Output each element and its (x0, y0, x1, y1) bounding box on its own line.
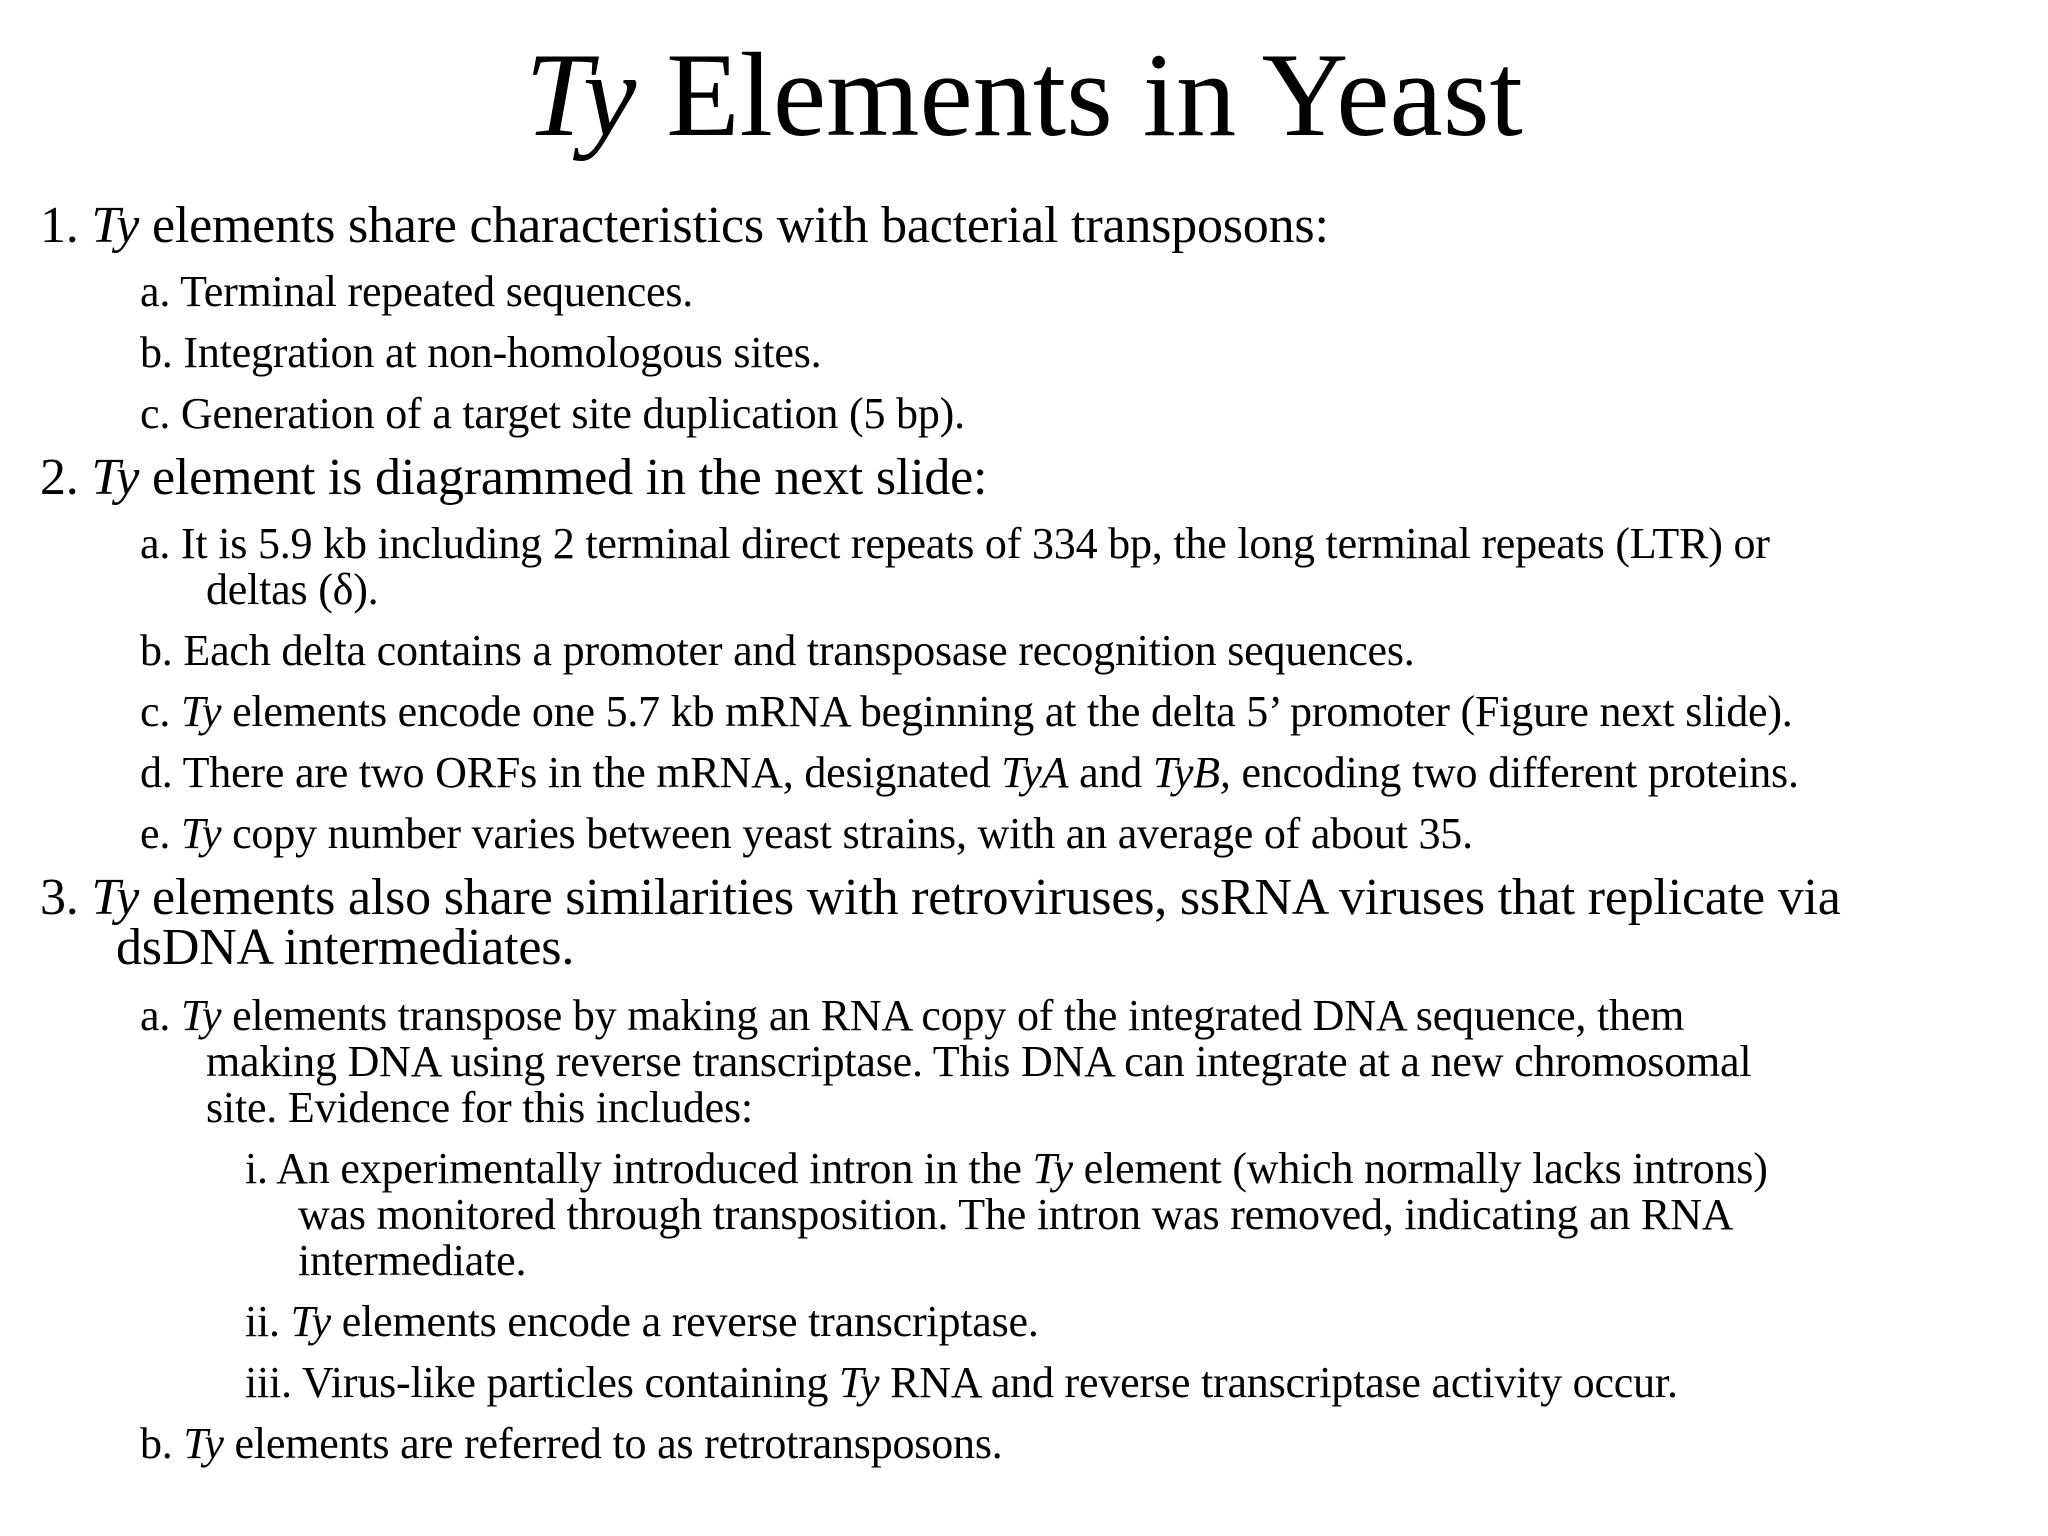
item-2e (140, 810, 1473, 858)
text-span: elements transpose by making an RNA copy of the integrated DNA sequence, them (221, 991, 1685, 1040)
text-span: and (1068, 748, 1153, 797)
italic-span: TyB, (1152, 748, 1231, 797)
text-span: d. There are two ORFs in the mRNA, designated (140, 748, 1002, 797)
text-span: elements encode a reverse transcriptase. (331, 1297, 1039, 1346)
item-text: element is diagrammed in the next slide: (139, 449, 988, 506)
item-3a-cont2: site. Evidence for this includes: (206, 1083, 753, 1132)
text-span: elements are referred to as retrotransposons. (223, 1419, 1003, 1468)
text-span: b. (140, 1419, 184, 1468)
item-marker: 1. (40, 197, 92, 254)
item-1c: c. Generation of a target site duplication (5 bp). (140, 389, 965, 438)
item-3 (40, 870, 1841, 926)
item-text: elements share characteristics with bacterial transposons: (139, 197, 1329, 254)
italic-span: TyA (1001, 748, 1069, 797)
item-text: elements also share similarities with retroviruses, ssRNA viruses that replicate via (139, 869, 1841, 926)
item-1a: a. Terminal repeated sequences. (140, 267, 694, 316)
item-2a-cont: deltas (δ). (206, 565, 379, 614)
text-span: e. (140, 809, 181, 858)
text-span: i. An experimentally introduced intron in the (245, 1144, 1033, 1193)
item-3a-i (245, 1145, 1768, 1193)
item-2a: a. It is 5.9 kb including 2 terminal direct repeats of 334 bp, the long terminal repeats (LTR) or (140, 519, 1770, 568)
item-3a-i-cont2: intermediate. (298, 1236, 527, 1285)
italic-span: Ty (180, 687, 222, 736)
item-1 (40, 198, 1329, 254)
italic-span: Ty (183, 1419, 224, 1468)
item-2d (140, 749, 1799, 797)
item-3a-cont1: making DNA using reverse transcriptase. This DNA can integrate at a new chromosomal (206, 1037, 1752, 1086)
italic-span: Ty (1032, 1144, 1073, 1193)
item-2c (140, 688, 1793, 736)
title-text: Elements in Yeast (636, 28, 1523, 161)
item-1b: b. Integration at non-homologous sites. (140, 328, 822, 377)
italic-span: Ty (839, 1358, 880, 1407)
item-3-cont: dsDNA intermediates. (116, 919, 575, 976)
text-span: element (which normally lacks introns) (1072, 1144, 1768, 1193)
item-3a-iii (245, 1359, 1678, 1407)
item-3a-ii (245, 1298, 1039, 1346)
text-span: iii. Virus-like particles containing (245, 1358, 840, 1407)
italic-span: Ty (180, 809, 222, 858)
text-span: elements encode one 5.7 kb mRNA beginning at the delta 5’ promoter (Figure next slide). (221, 687, 1793, 736)
text-span: c. (140, 687, 181, 736)
item-marker: 2. (40, 449, 92, 506)
title-italic: Ty (525, 28, 637, 161)
italic-span: Ty (180, 991, 222, 1040)
item-2 (40, 450, 987, 506)
text-span: copy number varies between yeast strains, with an average of about 35. (221, 809, 1473, 858)
slide-title (0, 30, 2048, 160)
text-span: encoding two different proteins. (1230, 748, 1799, 797)
text-span: ii. (245, 1297, 291, 1346)
item-italic: Ty (91, 449, 140, 506)
italic-span: Ty (290, 1297, 331, 1346)
item-2b: b. Each delta contains a promoter and transposase recognition sequences. (140, 626, 1415, 675)
item-3a-i-cont1: was monitored through transposition. The intron was removed, indicating an RNA (298, 1190, 1734, 1239)
item-italic: Ty (91, 197, 140, 254)
item-3b (140, 1420, 1003, 1468)
item-italic: Ty (91, 869, 140, 926)
item-marker: 3. (40, 869, 92, 926)
text-span: RNA and reverse transcriptase activity occur. (879, 1358, 1678, 1407)
text-span: a. (140, 991, 181, 1040)
item-3a (140, 992, 1684, 1040)
